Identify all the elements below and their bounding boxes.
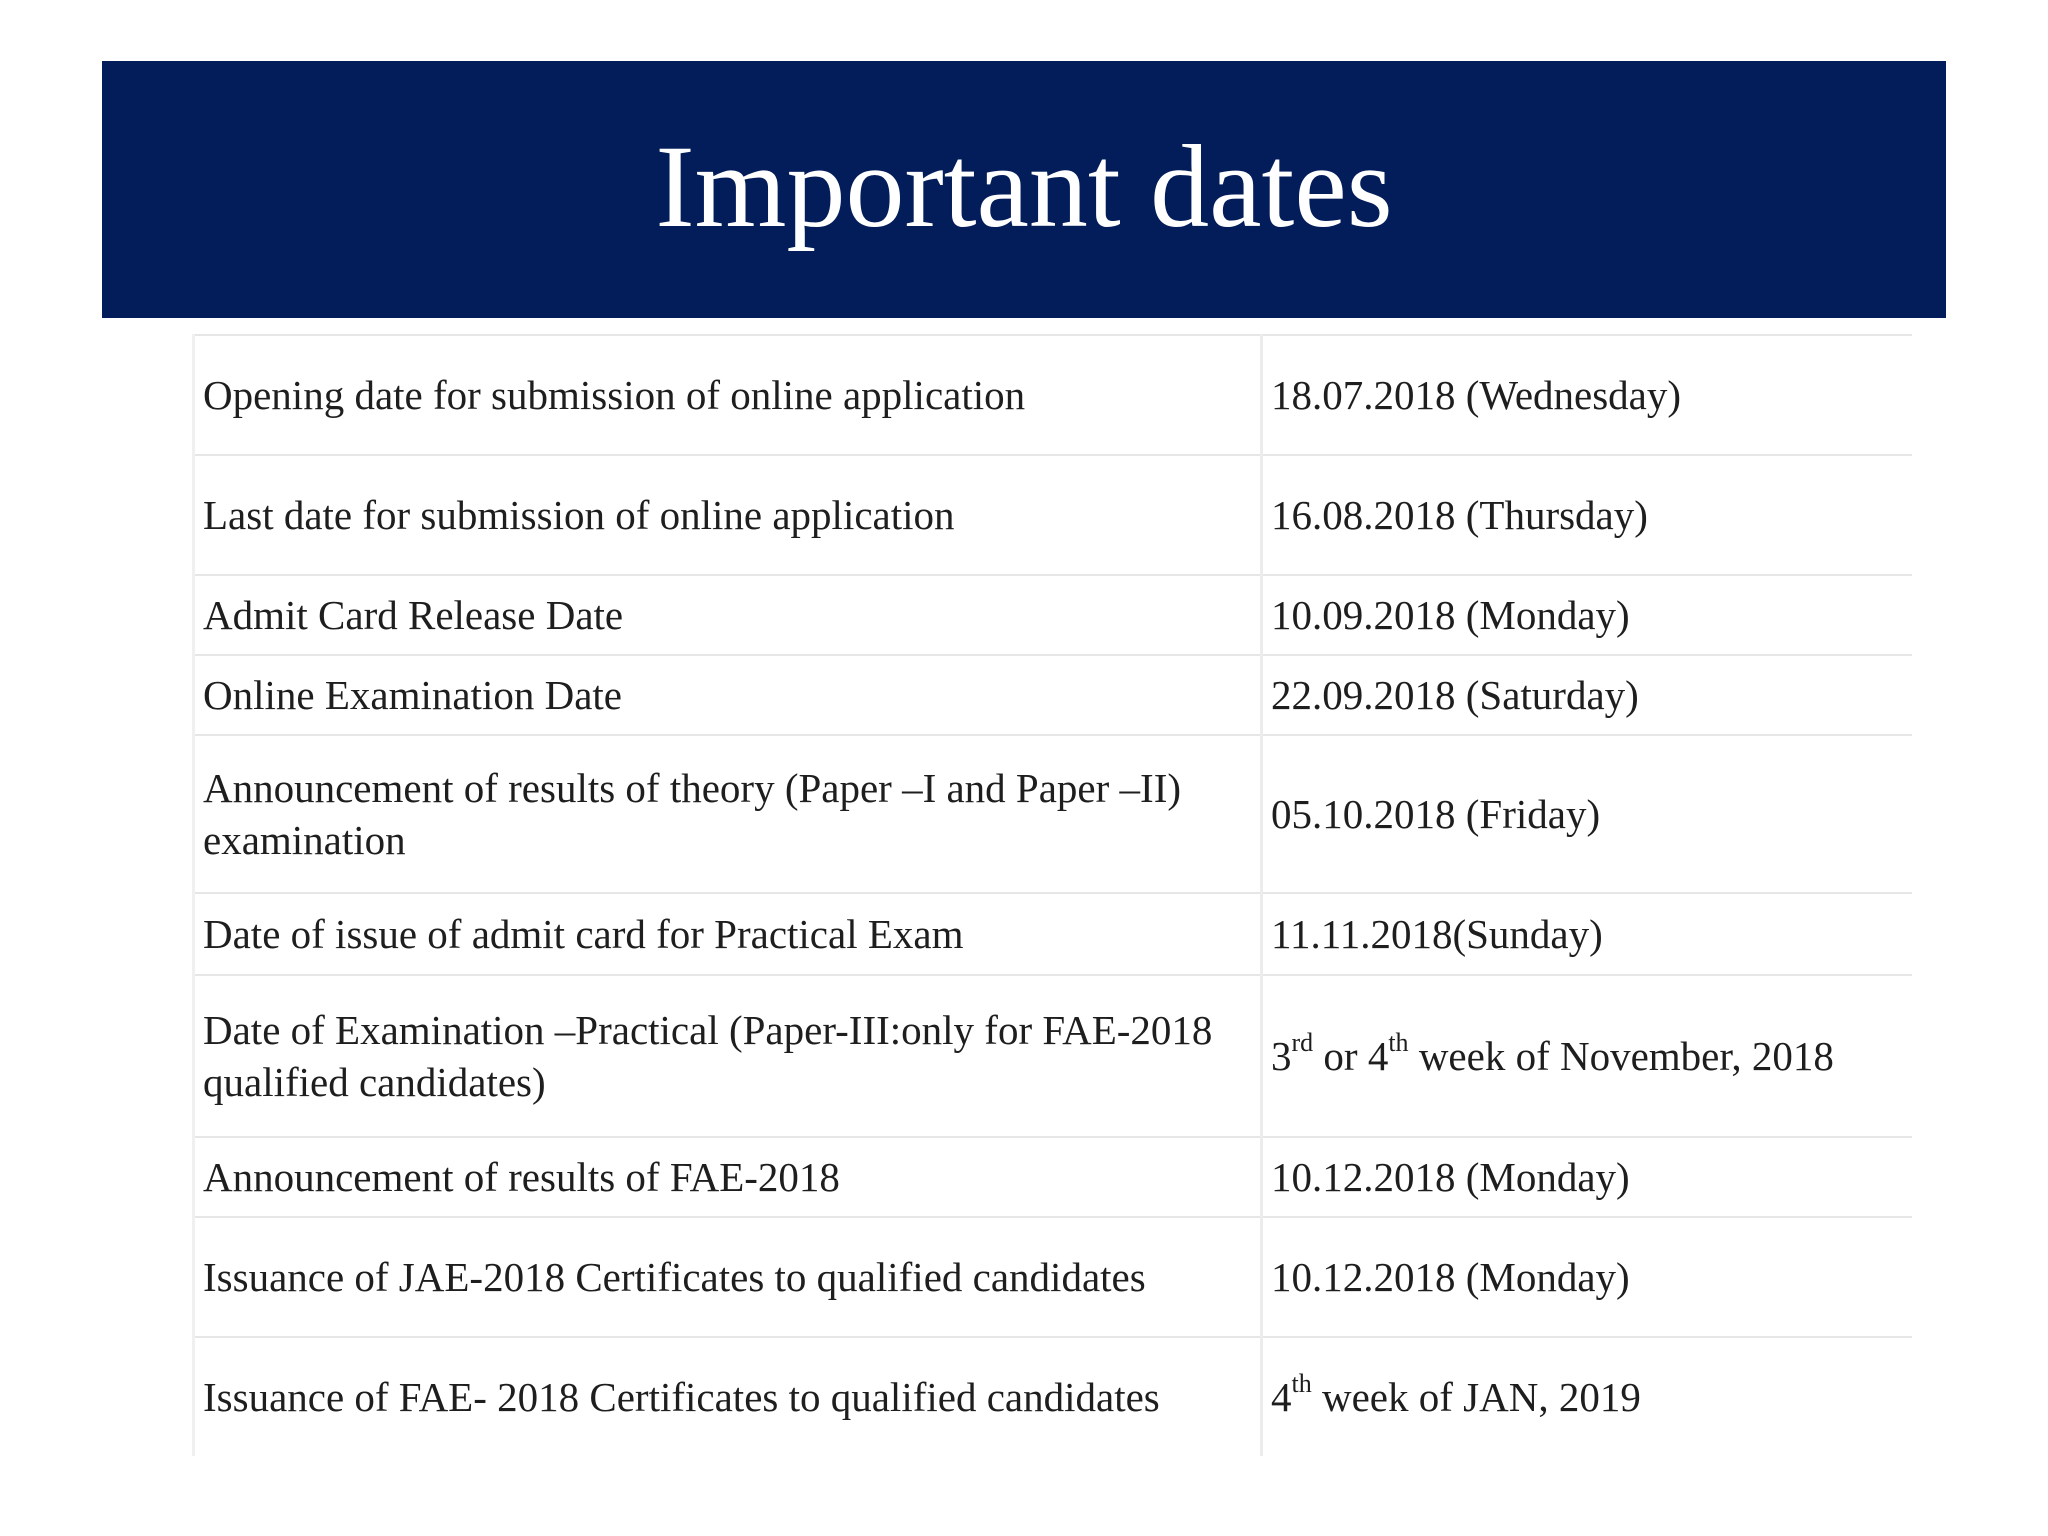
date-part: week of November, 2018 (1408, 1033, 1834, 1079)
event-cell: Last date for submission of online application (194, 455, 1262, 575)
title-bar (102, 61, 1946, 318)
ordinal-suffix: th (1291, 1369, 1312, 1399)
event-cell: Issuance of FAE- 2018 Certificates to qualified candidates (194, 1337, 1262, 1456)
table-row (194, 335, 1912, 455)
date-part: week of JAN, 2019 (1311, 1374, 1641, 1420)
table-row (194, 575, 1912, 655)
date-cell (1262, 1337, 1912, 1456)
table-row (194, 893, 1912, 975)
date-part: 3 (1271, 1033, 1292, 1079)
date-cell: 10.09.2018 (Monday) (1262, 575, 1912, 655)
table-row (194, 655, 1912, 735)
table-row (194, 1137, 1912, 1217)
event-cell: Admit Card Release Date (194, 575, 1262, 655)
event-cell: Opening date for submission of online application (194, 335, 1262, 455)
event-cell: Issuance of JAE-2018 Certificates to qualified candidates (194, 1217, 1262, 1337)
date-cell: 10.12.2018 (Monday) (1262, 1137, 1912, 1217)
date-part: 4 (1271, 1374, 1292, 1420)
date-cell: 16.08.2018 (Thursday) (1262, 455, 1912, 575)
event-cell: Online Examination Date (194, 655, 1262, 735)
date-cell: 10.12.2018 (Monday) (1262, 1217, 1912, 1337)
date-cell: 18.07.2018 (Wednesday) (1262, 335, 1912, 455)
event-cell: Date of issue of admit card for Practical Exam (194, 893, 1262, 975)
slide-title: Important dates (655, 120, 1393, 252)
date-cell: 11.11.2018(Sunday) (1262, 893, 1912, 975)
date-cell: 05.10.2018 (Friday) (1262, 735, 1912, 893)
date-cell: 22.09.2018 (Saturday) (1262, 655, 1912, 735)
table-row (194, 975, 1912, 1137)
important-dates-table (192, 334, 1912, 1456)
table-row (194, 455, 1912, 575)
table-row (194, 1217, 1912, 1337)
date-cell (1262, 975, 1912, 1137)
table-row (194, 1337, 1912, 1456)
ordinal-suffix: th (1388, 1028, 1409, 1058)
event-cell: Date of Examination –Practical (Paper-III:only for FAE-2018 qualified candidates) (194, 975, 1262, 1137)
ordinal-suffix: rd (1291, 1028, 1314, 1058)
date-part: or 4 (1313, 1033, 1389, 1079)
table-row (194, 735, 1912, 893)
event-cell: Announcement of results of FAE-2018 (194, 1137, 1262, 1217)
event-cell: Announcement of results of theory (Paper –I and Paper –II) examination (194, 735, 1262, 893)
